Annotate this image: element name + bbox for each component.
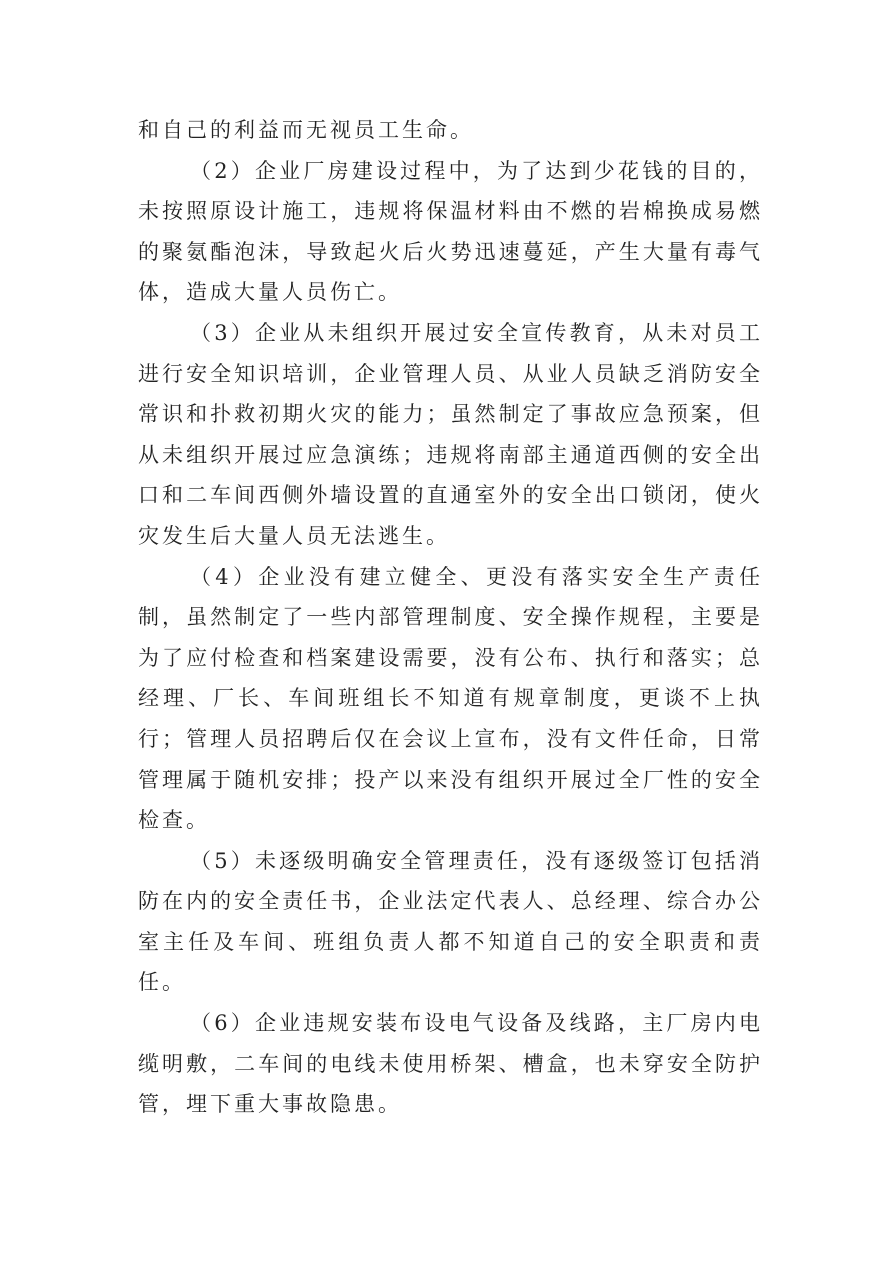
paragraph-item-2: （2）企业厂房建设过程中，为了达到少花钱的目的，未按照原设计施工，违规将保温材料由不燃的岩棉换成易燃的聚氨酯泡沫，导致起火后火势迅速蔓延，产生大量有毒气体，造成大量人员伤亡。 — [138, 158, 763, 305]
paragraph-item-5: （5）未逐级明确安全管理责任，没有逐级签订包括消防在内的安全责任书，企业法定代表人、总经理、综合办公室主任及车间、班组负责人都不知道自己的安全职责和责任。 — [138, 848, 763, 995]
paragraph-continuation: 和自己的利益而无视员工生命。 — [138, 118, 474, 142]
paragraph-item-4: （4）企业没有建立健全、更没有落实安全生产责任制，虽然制定了一些内部管理制度、安全操作规程，主要是为了应付检查和档案建设需要，没有公布、执行和落实；总经理、厂长、车间班组长不知道有规章制度，更谈不上执行；管理人员招聘后仅在会议上宣布，没有文件任命，日常管理属于随机安排；投产以来没有组织开展过全厂性的安全检查。 — [138, 564, 763, 833]
document-body — [138, 110, 763, 1125]
paragraph-item-6: （6）企业违规安装布设电气设备及线路，主厂房内电缆明敷，二车间的电线未使用桥架、槽盒，也未穿安全防护管，埋下重大事故隐患。 — [138, 1011, 763, 1117]
paragraph-item-3: （3）企业从未组织开展过安全宣传教育，从未对员工进行安全知识培训，企业管理人员、从业人员缺乏消防安全常识和扑救初期火灾的能力；虽然制定了事故应急预案，但从未组织开展过应急演练；违规将南部主通道西侧的安全出口和二车间西侧外墙设置的直通室外的安全出口锁闭，使火灾发生后大量人员无法逃生。 — [138, 320, 763, 548]
